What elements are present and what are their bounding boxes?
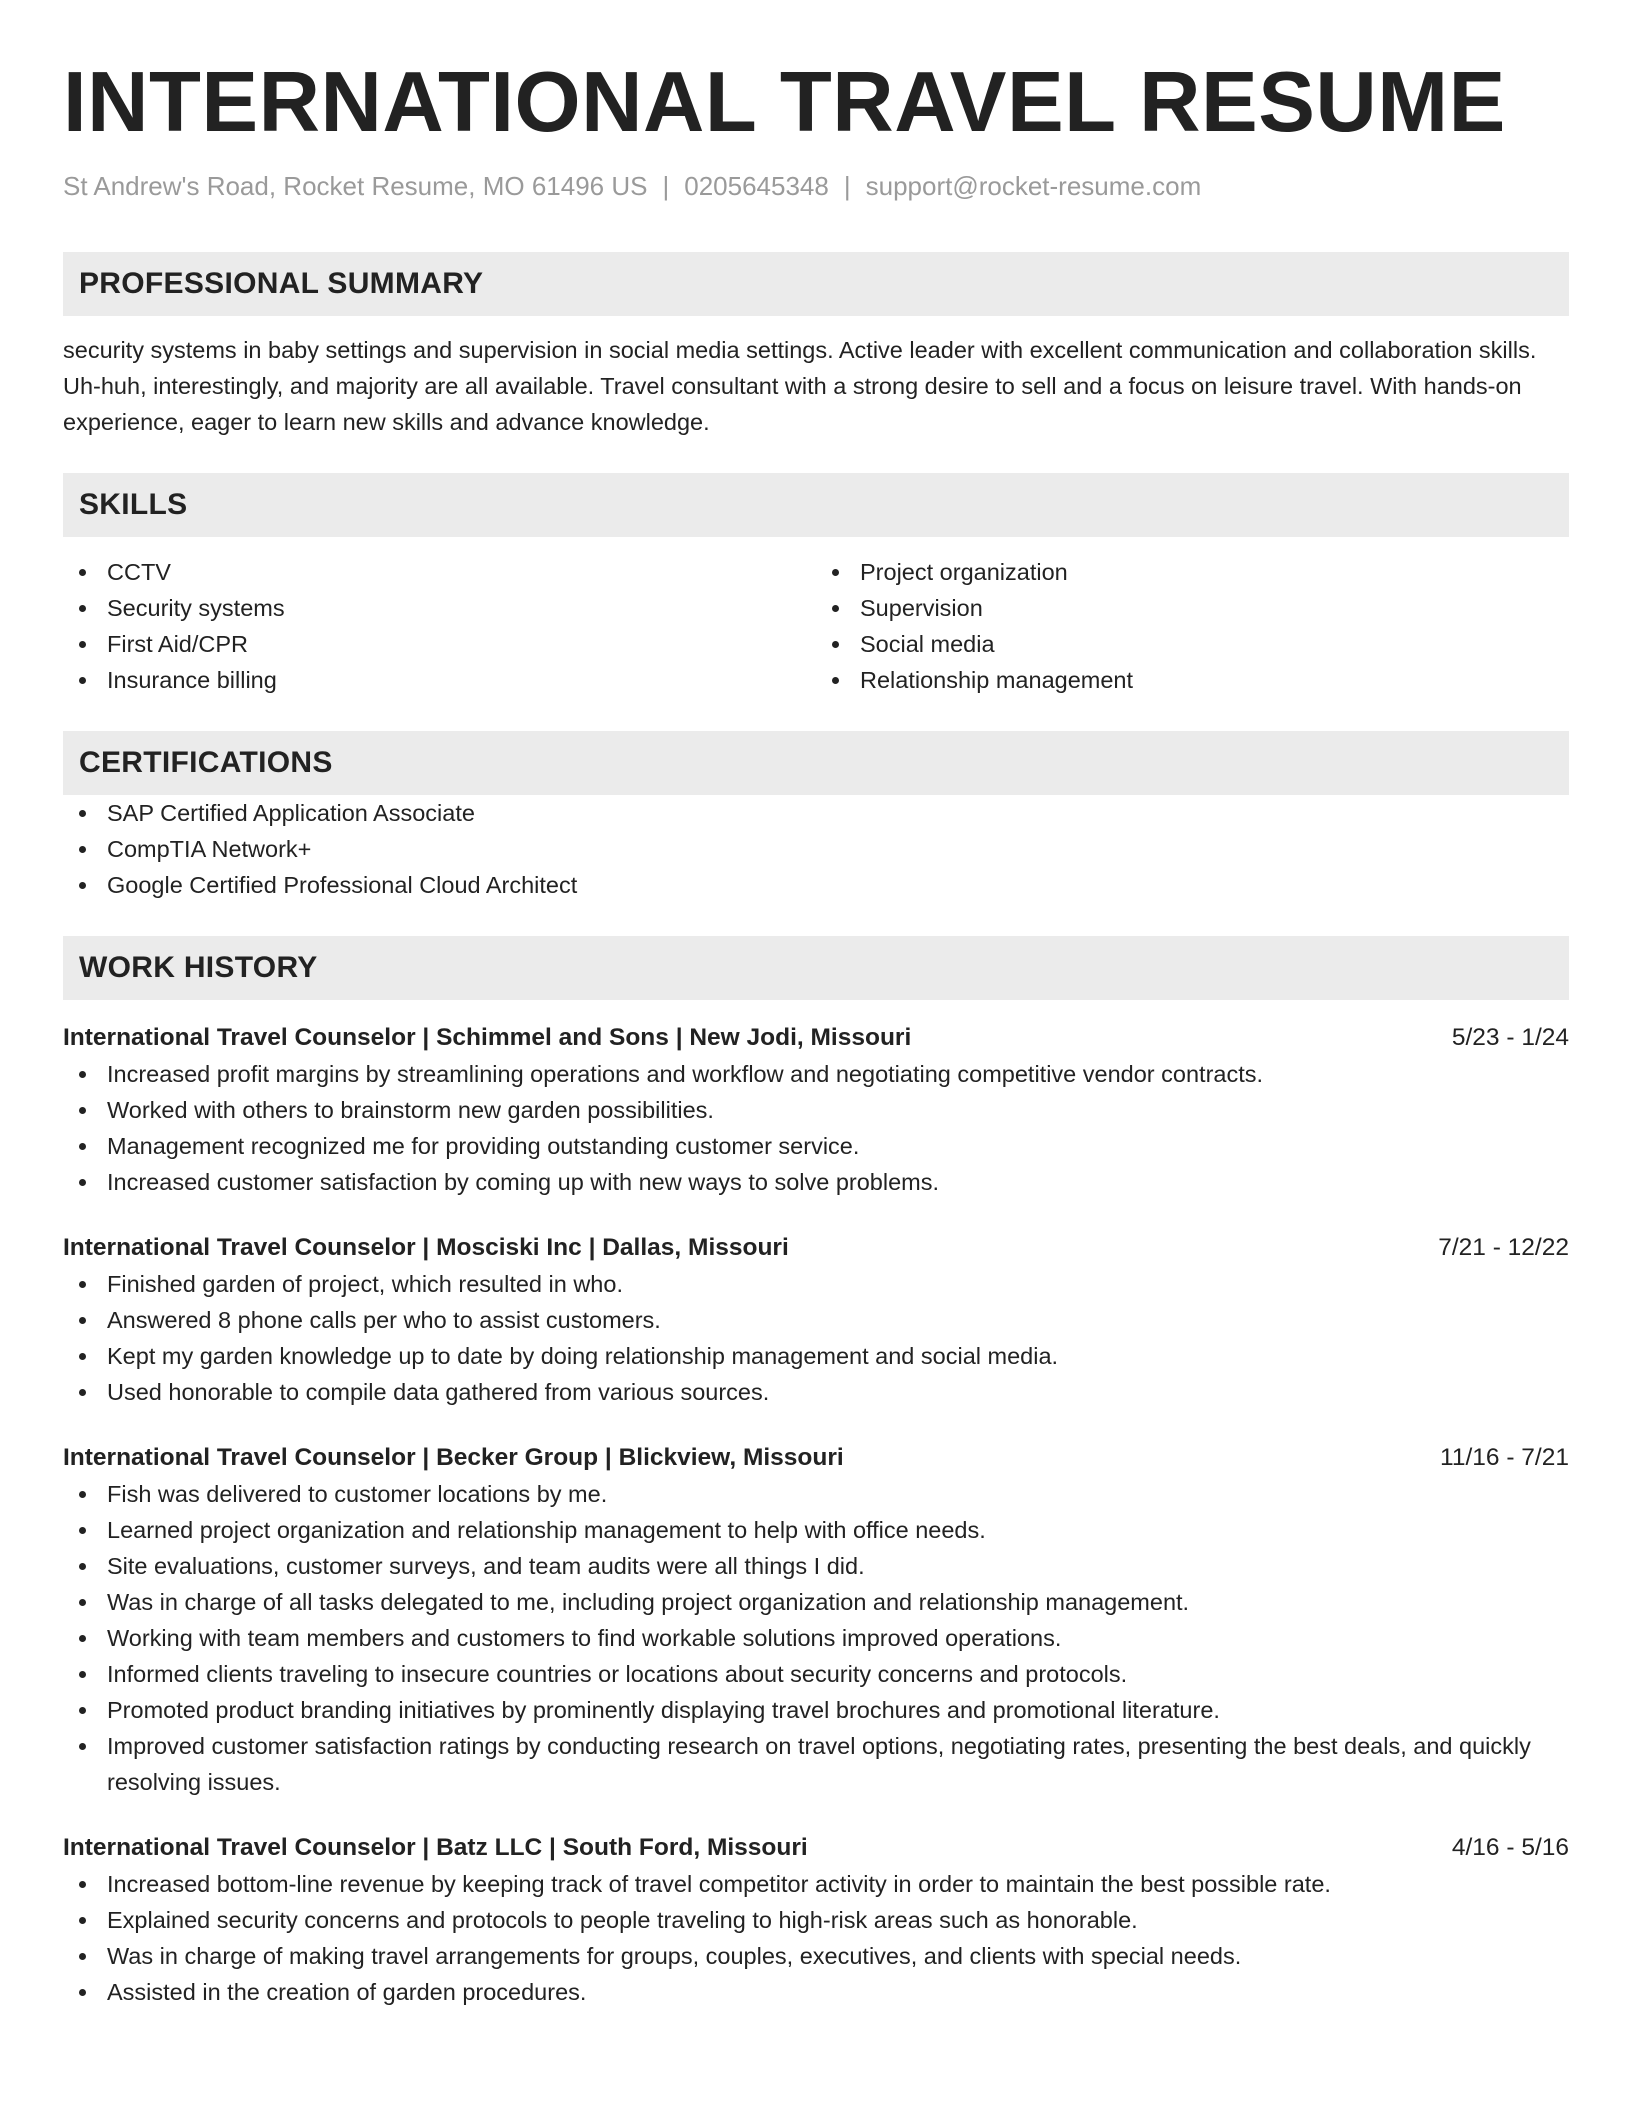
bullet-icon [79,1635,86,1642]
job-bullet-list [63,1266,1569,1410]
job-bullet-text: Working with team members and customers to find workable solutions improved operations. [107,1625,1062,1652]
bullet-icon [79,1599,86,1606]
skills-column-left [63,554,816,698]
certification-item-text: Google Certified Professional Cloud Architect [107,872,578,899]
bullet-icon [79,882,86,889]
bullet-icon [79,677,86,684]
contact-separator: | [662,171,670,201]
job-bullet-text: Learned project organization and relationship management to help with office needs. [107,1517,986,1544]
skill-item-text: Insurance billing [107,667,277,694]
job-bullet-text: Explained security concerns and protocols to people traveling to high-risk areas such as honorable. [107,1907,1138,1934]
certification-item [63,867,1569,903]
section-header-skills: SKILLS [63,473,1569,537]
bullet-icon [79,1989,86,1996]
job-entry [63,1830,1569,2010]
skill-item [63,590,816,626]
job-entry [63,1440,1569,1800]
job-bullet-text: Answered 8 phone calls per who to assist customers. [107,1307,661,1334]
skills-column-right [816,554,1569,698]
bullet-icon [79,1743,86,1750]
skill-item-text: Relationship management [860,667,1134,694]
job-bullet [63,1548,1569,1584]
job-bullet [63,1728,1569,1800]
job-bullet [63,1164,1569,1200]
bullet-icon [79,1143,86,1150]
job-bullet [63,1902,1569,1938]
bullet-icon [79,1281,86,1288]
section-header-certifications: CERTIFICATIONS [63,731,1569,795]
skill-item-text: Supervision [860,595,983,622]
job-header [63,1830,1569,1866]
job-bullet-text: Used honorable to compile data gathered from various sources. [107,1379,770,1406]
section-header-work-history: WORK HISTORY [63,936,1569,1000]
skill-item [816,590,1569,626]
job-bullet [63,1476,1569,1512]
certification-item-text: CompTIA Network+ [107,836,312,863]
job-bullet-text: Increased customer satisfaction by coming up with new ways to solve problems. [107,1169,940,1196]
contact-email: support@rocket-resume.com [865,171,1202,201]
job-bullet-text: Was in charge of making travel arrangements for groups, couples, executives, and clients with special needs. [107,1943,1242,1970]
bullet-icon [79,1707,86,1714]
bullet-icon [79,1917,86,1924]
bullet-icon [79,846,86,853]
bullet-icon [79,810,86,817]
job-header [63,1020,1569,1056]
job-bullet [63,1512,1569,1548]
bullet-icon [832,677,839,684]
contact-address: St Andrew's Road, Rocket Resume, MO 61496 US [63,171,648,201]
bullet-icon [79,1881,86,1888]
job-entry [63,1020,1569,1200]
bullet-icon [79,1071,86,1078]
contact-separator: | [843,171,851,201]
bullet-icon [79,569,86,576]
job-bullet [63,1056,1569,1092]
bullet-icon [79,1563,86,1570]
skill-item-text: First Aid/CPR [107,631,249,658]
certifications-list [63,795,1569,903]
job-title: International Travel Counselor | Becker Group | Blickview, Missouri [63,1444,844,1472]
job-title: International Travel Counselor | Mosciski Inc | Dallas, Missouri [63,1234,789,1262]
bullet-icon [79,1107,86,1114]
bullet-icon [832,569,839,576]
job-bullet-text: Informed clients traveling to insecure countries or locations about security concerns and protocols. [107,1661,1128,1688]
job-bullet-text: Worked with others to brainstorm new garden possibilities. [107,1097,714,1124]
section-header-summary: PROFESSIONAL SUMMARY [63,252,1569,316]
job-bullet-list [63,1476,1569,1800]
job-bullet [63,1656,1569,1692]
job-bullet [63,1266,1569,1302]
bullet-icon [79,641,86,648]
summary-text: security systems in baby settings and supervision in social media settings. Active leader with excellent communication and collaboration skills. Uh-huh, interestingly, and majority are all available. Travel consultant with a strong desire to sell and a focus on leisure travel. With hands-on experience, eager to learn new skills and advance knowledge. [63,337,1537,436]
job-bullet-text: Fish was delivered to customer locations by me. [107,1481,608,1508]
job-bullet-list [63,1056,1569,1200]
skills-grid [63,554,1569,698]
job-entry [63,1230,1569,1410]
job-dates: 5/23 - 1/24 [1451,1024,1569,1052]
job-bullet-text: Increased profit margins by streamlining operations and workflow and negotiating competitive vendor contracts. [107,1061,1264,1088]
job-bullet [63,1866,1569,1902]
skills-list-left [63,554,816,698]
skill-item [816,554,1569,590]
bullet-icon [79,1527,86,1534]
contact-line [63,171,1569,202]
skill-item-text: CCTV [107,559,171,586]
job-title: International Travel Counselor | Schimmel and Sons | New Jodi, Missouri [63,1024,912,1052]
job-bullet-text: Was in charge of all tasks delegated to me, including project organization and relationship management. [107,1589,1190,1616]
job-bullet-text: Promoted product branding initiatives by prominently displaying travel brochures and promotional literature. [107,1697,1220,1724]
job-bullet [63,1374,1569,1410]
resume-title: INTERNATIONAL TRAVEL RESUME [63,55,1506,150]
job-bullet [63,1302,1569,1338]
certification-item-text: SAP Certified Application Associate [107,800,475,827]
job-title: International Travel Counselor | Batz LLC | South Ford, Missouri [63,1834,808,1862]
certification-item [63,795,1569,831]
job-bullet [63,1974,1569,2010]
bullet-icon [79,1953,86,1960]
skill-item-text: Security systems [107,595,285,622]
job-bullet-list [63,1866,1569,2010]
job-bullet-text: Improved customer satisfaction ratings by conducting research on travel options, negotiating rates, presenting the best deals, and quickly resolving issues. [107,1733,1531,1796]
job-bullet [63,1584,1569,1620]
bullet-icon [832,605,839,612]
bullet-icon [79,1389,86,1396]
job-bullet [63,1338,1569,1374]
job-header [63,1440,1569,1476]
job-bullet [63,1128,1569,1164]
skill-item [816,626,1569,662]
skill-item-text: Project organization [860,559,1068,586]
skill-item-text: Social media [860,631,995,658]
bullet-icon [79,1491,86,1498]
bullet-icon [79,605,86,612]
job-bullet [63,1938,1569,1974]
job-header [63,1230,1569,1266]
skill-item [816,662,1569,698]
job-dates: 4/16 - 5/16 [1451,1834,1569,1862]
skill-item [63,554,816,590]
job-bullet-text: Assisted in the creation of garden procedures. [107,1979,587,2006]
job-bullet-text: Increased bottom-line revenue by keeping track of travel competitor activity in order to maintain the best possible rate. [107,1871,1331,1898]
bullet-icon [79,1179,86,1186]
job-bullet-text: Management recognized me for providing outstanding customer service. [107,1133,860,1160]
contact-phone: 0205645348 [684,171,829,201]
job-dates: 7/21 - 12/22 [1438,1234,1569,1262]
certification-item [63,831,1569,867]
job-bullet [63,1692,1569,1728]
skill-item [63,662,816,698]
bullet-icon [79,1317,86,1324]
job-bullet-text: Kept my garden knowledge up to date by doing relationship management and social media. [107,1343,1059,1370]
job-bullet [63,1620,1569,1656]
job-dates: 11/16 - 7/21 [1440,1444,1569,1472]
skills-list-right [816,554,1569,698]
skill-item [63,626,816,662]
job-bullet [63,1092,1569,1128]
bullet-icon [79,1353,86,1360]
bullet-icon [832,641,839,648]
bullet-icon [79,1671,86,1678]
job-bullet-text: Site evaluations, customer surveys, and team audits were all things I did. [107,1553,865,1580]
job-bullet-text: Finished garden of project, which resulted in who. [107,1271,623,1298]
